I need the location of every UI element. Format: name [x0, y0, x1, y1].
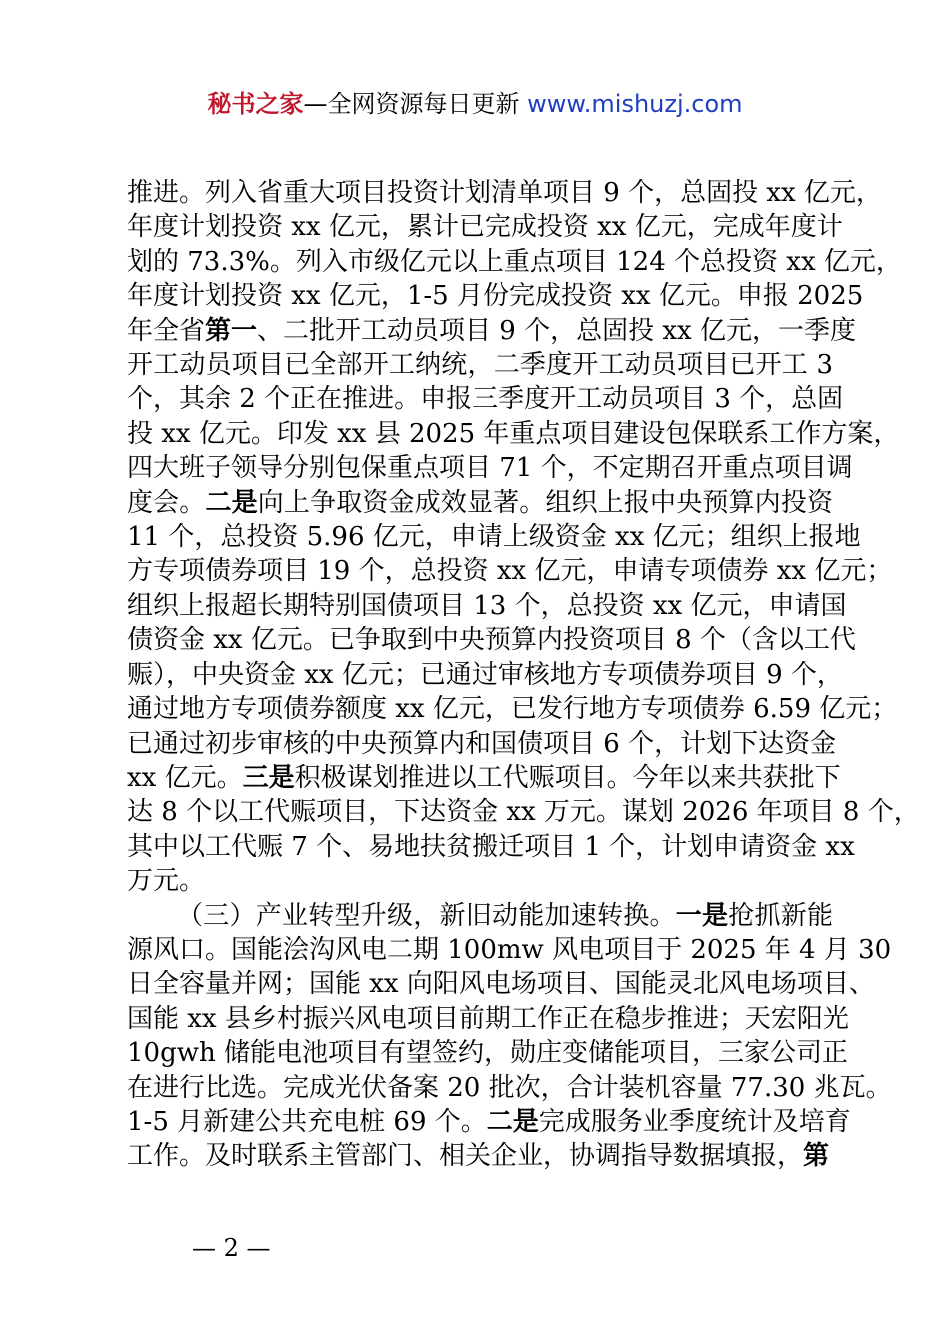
- page-number: — 2 —: [192, 1234, 271, 1262]
- text-segment: 投 xx 亿元。印发 xx 县 2025 年重点项目建设包保联系工作方案，: [127, 418, 900, 449]
- text-line: [127, 451, 853, 485]
- document-body: [127, 176, 920, 1174]
- text-segment: 国能 xx 县乡村振兴风电项目前期工作正在稳步推进；天宏阳光: [127, 1003, 849, 1034]
- text-line: [127, 554, 893, 588]
- text-segment: 划的 73.3%。列入市级亿元以上重点项目 124 个总投资 xx 亿元，: [127, 246, 902, 277]
- text-line: [127, 899, 833, 933]
- text-segment: 年全省: [127, 315, 206, 346]
- text-line: [127, 382, 844, 416]
- text-segment: 日全容量并网；国能 xx 向阳风电场项目、国能灵北风电场项目、: [127, 969, 875, 1000]
- text-line: [127, 589, 847, 623]
- text-line: [127, 1139, 833, 1173]
- text-segment: 年度计划投资 xx 亿元，累计已完成投资 xx 亿元，完成年度计: [127, 212, 843, 243]
- text-segment: （三）产业转型升级，新旧动能加速转换。: [177, 900, 676, 931]
- text-line: [127, 176, 882, 210]
- text-line: [127, 795, 920, 829]
- text-segment: 完成服务业季度统计及培育: [538, 1106, 851, 1137]
- text-line: [127, 1002, 849, 1036]
- text-segment: 个，其余 2 个正在推进。申报三季度开工动员项目 3 个，总固: [127, 384, 844, 415]
- text-segment: 向上争取资金成效显著。组织上报中央预算内投资: [257, 487, 833, 518]
- text-line: [127, 933, 892, 967]
- site-tagline: —全网资源每日更新: [303, 90, 528, 118]
- text-segment: 方专项债券项目 19 个，总投资 xx 亿元，申请专项债券 xx 亿元；: [127, 556, 893, 587]
- site-header: [0, 88, 950, 120]
- bold-text-segment: 二是: [486, 1106, 539, 1137]
- text-segment: 在进行比选。完成光伏备案 20 批次，合计装机容量 77.30 兆瓦。: [127, 1072, 892, 1103]
- site-url-link[interactable]: www.mishuzj.com: [527, 90, 743, 118]
- text-line: [127, 623, 856, 657]
- site-brand: 秘书之家: [207, 90, 304, 118]
- text-segment: 四大班子领导分别包保重点项目 71 个，不定期召开重点项目调: [127, 453, 853, 484]
- text-segment: 11 个，总投资 5.96 亿元，申请上级资金 xx 亿元；组织上报地: [127, 522, 861, 553]
- text-line: [127, 210, 843, 244]
- text-segment: 赈），中央资金 xx 亿元；已通过审核地方专项债券项目 9 个，: [127, 659, 843, 690]
- text-line: [127, 727, 837, 761]
- text-line: [127, 1071, 892, 1105]
- text-line: [127, 1036, 848, 1070]
- bold-text-segment: 第一: [205, 315, 258, 346]
- text-segment: 年度计划投资 xx 亿元，1-5 月份完成投资 xx 亿元。申报 2025: [127, 281, 864, 312]
- text-segment: 债资金 xx 亿元。已争取到中央预算内投资项目 8 个（含以工代: [127, 625, 856, 656]
- text-segment: 推进。列入省重大项目投资计划清单项目 9 个，总固投 xx 亿元，: [127, 178, 882, 208]
- text-segment: 其中以工代赈 7 个、易地扶贫搬迁项目 1 个，计划申请资金 xx: [127, 831, 855, 862]
- text-line: [127, 830, 855, 864]
- bold-text-segment: 第: [803, 1141, 830, 1172]
- text-segment: 度会。: [127, 487, 206, 518]
- bold-text-segment: 三是: [242, 762, 295, 793]
- text-segment: 工作。及时联系主管部门、相关企业，协调指导数据填报，: [127, 1141, 804, 1172]
- text-line: [127, 761, 841, 795]
- text-line: [127, 967, 875, 1001]
- bold-text-segment: 一是: [675, 900, 729, 931]
- text-segment: 抢抓新能: [728, 900, 833, 931]
- text-line: [127, 348, 833, 382]
- text-line: [127, 520, 861, 554]
- text-segment: 10gwh 储能电池项目有望签约，勋庄变储能项目，三家公司正: [127, 1038, 848, 1069]
- text-segment: 万元。: [127, 866, 206, 897]
- text-segment: 1-5 月新建公共充电桩 69 个。: [127, 1106, 487, 1137]
- text-segment: 已通过初步审核的中央预算内和国债项目 6 个，计划下达资金: [127, 728, 837, 759]
- text-segment: 通过地方专项债券额度 xx 亿元，已发行地方专项债券 6.59 亿元；: [127, 694, 898, 725]
- text-line: [127, 486, 833, 520]
- text-segment: 积极谋划推进以工代赈项目。今年以来共获批下: [294, 762, 841, 793]
- text-segment: xx 亿元。: [127, 762, 243, 793]
- text-line: [127, 864, 833, 898]
- text-segment: 源风口。国能浍沟风电二期 100mw 风电项目于 2025 年 4 月 30: [127, 934, 892, 965]
- text-line: [127, 658, 843, 692]
- bold-text-segment: 二是: [205, 487, 258, 518]
- text-line: [127, 417, 900, 451]
- text-line: [127, 245, 902, 279]
- text-segment: 达 8 个以工代赈项目，下达资金 xx 万元。谋划 2026 年项目 8 个，: [127, 797, 920, 828]
- text-line: [127, 692, 898, 726]
- text-segment: 开工动员项目已全部开工纳统，二季度开工动员项目已开工 3: [127, 350, 833, 381]
- text-segment: 组织上报超长期特别国债项目 13 个，总投资 xx 亿元，申请国: [127, 590, 847, 621]
- text-line: [127, 314, 856, 348]
- text-line: [127, 1105, 851, 1139]
- text-line: [127, 279, 864, 313]
- text-segment: 、二批开工动员项目 9 个，总固投 xx 亿元，一季度: [257, 315, 856, 346]
